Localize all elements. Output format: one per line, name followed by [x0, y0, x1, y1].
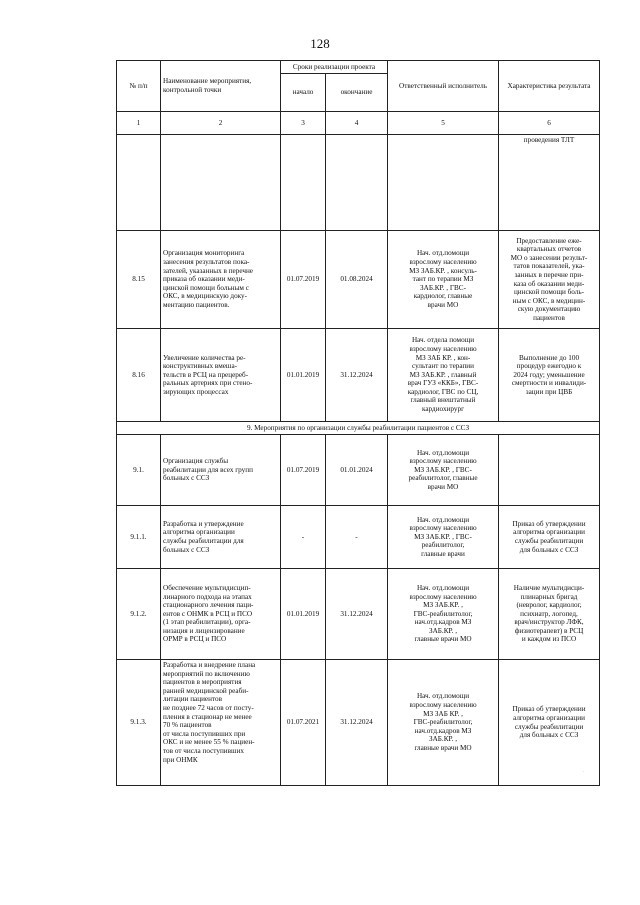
cell-responsible: Нач. отд.помощи взрослому населению МЗ ЗАБ.КР. , ГВС- реабилитолог, главные врачи — [388, 506, 499, 569]
col-number: 2 — [161, 112, 281, 135]
table-row-continued — [117, 135, 600, 231]
cell-responsible: Нач. отд.помощи взрослому населению МЗ ЗАБ.КР. , консуль- тант по терапии МЗ ЗАБ.КР. , ГВС- кардиолог, главные врачи МО — [388, 231, 499, 329]
col-number: 3 — [281, 112, 326, 135]
cell-result: Наличие мультидисци- плинарных бригад (невролог, кардиолог, психиатр, логопед, врач/инструктор ЛФК, физиотерапевт) в РСЦ и каждом из ПСО — [499, 569, 600, 660]
col-number: 1 — [117, 112, 161, 135]
header-num: № п/п — [117, 61, 161, 112]
cell-num: 9.1.2. — [117, 569, 161, 660]
table-row — [117, 231, 600, 329]
table-row — [117, 660, 600, 786]
header-responsible: Ответственный исполнитель — [388, 61, 499, 112]
scan-dot: · — [583, 770, 585, 775]
cell-end: 31.12.2024 — [326, 660, 388, 786]
col-number: 5 — [388, 112, 499, 135]
header-result: Характеристика результата — [499, 61, 600, 112]
cell-result: Выполнение до 100 процедур ежегодно к 2024 году; уменьшение смертности и инвалиди- зации при ЦВБ — [499, 329, 600, 422]
cell-start: 01.07.2019 — [281, 231, 326, 329]
cell-result — [499, 435, 600, 506]
cell-result: Предоставление еже- квартальных отчетов МО о занесении результ- татов показателей, ука- занных в перечне при- каза об оказании меди- цинской помощи боль- ным с ОКС, в медицин- скую документацию пациентов — [499, 231, 600, 329]
cell-num — [117, 135, 161, 231]
header-start: начало — [281, 74, 326, 112]
table-row — [117, 329, 600, 422]
column-number-row — [117, 112, 600, 135]
cell-result: Приказ об утверждении алгоритма организации службы реабилитации для больных с ССЗ — [499, 660, 600, 786]
cell-name: Организация службы реабилитации для всех групп больных с ССЗ — [161, 435, 281, 506]
cell-end — [326, 135, 388, 231]
table-row — [117, 506, 600, 569]
cell-name: Организация мониторинга занесения результатов пока- зателей, указанных в перечне приказа об оказании меди- цинской помощи больным с ОКС, в медицинскую доку- ментацию пациентов. — [161, 231, 281, 329]
cell-name — [161, 135, 281, 231]
section-row — [117, 422, 600, 435]
header-period: Сроки реализации проекта — [281, 61, 388, 74]
col-number: 6 — [499, 112, 600, 135]
cell-responsible — [388, 135, 499, 231]
cell-name: Разработка и внедрение плана мероприятий по включению пациентов в мероприятия ранней медицинской реаби- литации пациентов не позднее 72 часов от посту- пления в стационар не менее 70 % пациентов от числа поступивших при ОКС и не менее 55 % пациен- тов от числа поступивших при ОНМК — [161, 660, 281, 786]
cell-num: 9.1. — [117, 435, 161, 506]
cell-end: 01.01.2024 — [326, 435, 388, 506]
cell-responsible: Нач. отд.помощи взрослому населению МЗ ЗАБ.КР. , ГВС- реабилитолог, главные врачи МО — [388, 435, 499, 506]
cell-name: Увеличение количества ре- конструктивных вмеша- тельств в РСЦ на прецереб- ральных артериях при стено- зирующих процессах — [161, 329, 281, 422]
cell-num: 9.1.3. — [117, 660, 161, 786]
cell-responsible: Нач. отд.помощи взрослому населению МЗ ЗАБ.КР. , ГВС-реабилитолог, нач.отд.кадров МЗ ЗАБ.КР. , главные врачи МО — [388, 569, 499, 660]
cell-result: Приказ об утверждении алгоритма организации службы реабилитации для больных с ССЗ — [499, 506, 600, 569]
header-end: окончание — [326, 74, 388, 112]
page-number: 128 — [310, 36, 330, 51]
cell-num: 8.15 — [117, 231, 161, 329]
cell-start: 01.07.2019 — [281, 435, 326, 506]
table-row — [117, 435, 600, 506]
section-title: 9. Мероприятия по организации службы реабилитации пациентов с ССЗ — [117, 422, 600, 435]
cell-responsible: Нач. отд.помощи взрослому населению МЗ ЗАБ КР. , ГВС-реабилитолог, нач.отд.кадров МЗ ЗАБ.КР. , главные врачи МО — [388, 660, 499, 786]
cell-start: - — [281, 506, 326, 569]
header-name: Наименование мероприятия, контрольной точки — [161, 61, 281, 112]
cell-responsible: Нач. отдела помощи взрослому населению МЗ ЗАБ КР. , кон- сультант по терапии МЗ ЗАБ.КР. , главный врач ГУЗ «ККБ», ГВС- кардиолог, ГВС по СЦ, главный внештатный кардиохирург — [388, 329, 499, 422]
cell-start: 01.07.2021 — [281, 660, 326, 786]
cell-end: - — [326, 506, 388, 569]
cell-num: 9.1.1. — [117, 506, 161, 569]
cell-end: 31.12.2024 — [326, 569, 388, 660]
cell-result: проведения ТЛТ — [499, 135, 600, 231]
cell-start: 01.01.2019 — [281, 569, 326, 660]
cell-name: Разработка и утверждение алгоритма организации службы реабилитации для больных с ССЗ — [161, 506, 281, 569]
measures-table — [116, 60, 600, 786]
table-row — [117, 569, 600, 660]
cell-end: 31.12.2024 — [326, 329, 388, 422]
cell-end: 01.08.2024 — [326, 231, 388, 329]
header-row — [117, 61, 600, 74]
cell-start — [281, 135, 326, 231]
cell-start: 01.01.2019 — [281, 329, 326, 422]
col-number: 4 — [326, 112, 388, 135]
cell-name: Обеспечение мультидисцип- линарного подхода на этапах стационарного лечения паци- ентов с ОНМК в РСЦ и ПСО (1 этап реабилитации), орга- низация и лицензирование ОРМР в РСЦ и ПСО — [161, 569, 281, 660]
cell-num: 8.16 — [117, 329, 161, 422]
